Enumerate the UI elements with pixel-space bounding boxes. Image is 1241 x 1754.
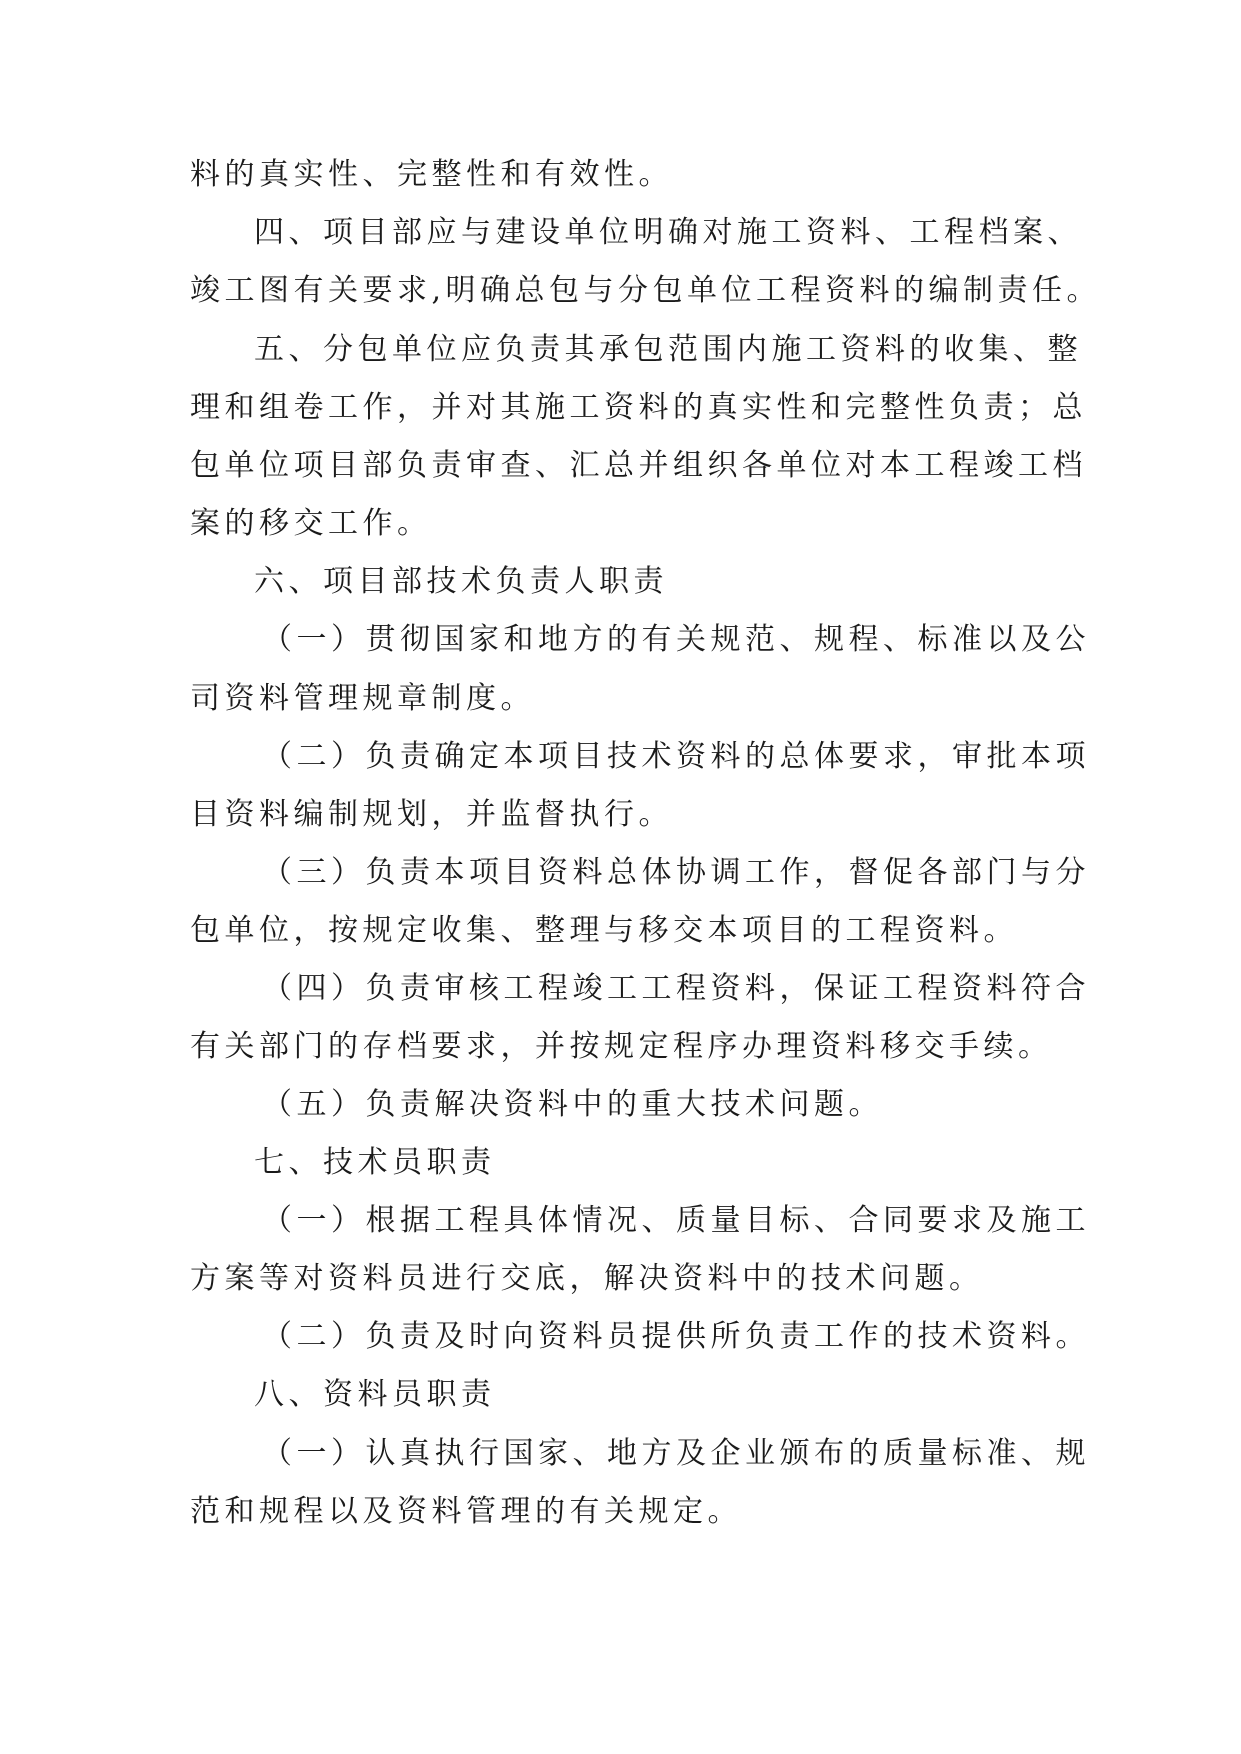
paragraph-line: （一）根据工程具体情况、质量目标、合同要求及施工 [262, 1203, 1090, 1238]
paragraph-line: （二）负责确定本项目技术资料的总体要求，审批本项 [262, 739, 1090, 774]
section-heading: 八、资料员职责 [254, 1377, 496, 1412]
paragraph-line: 四、项目部应与建设单位明确对施工资料、工程档案、 [254, 215, 1082, 250]
paragraph-line: （五）负责解决资料中的重大技术问题。 [262, 1087, 883, 1122]
section-heading: 七、技术员职责 [254, 1145, 496, 1180]
paragraph-line: （三）负责本项目资料总体协调工作，督促各部门与分 [262, 855, 1090, 890]
paragraph-line: （四）负责审核工程竣工工程资料，保证工程资料符合 [262, 971, 1090, 1006]
paragraph-line: 理和组卷工作，并对其施工资料的真实性和完整性负责；总 [190, 390, 1087, 425]
paragraph-line: 包单位项目部负责审查、汇总并组织各单位对本工程竣工档 [190, 448, 1087, 483]
paragraph-line: 包单位，按规定收集、整理与移交本项目的工程资料。 [190, 913, 1018, 948]
paragraph-line: （二）负责及时向资料员提供所负责工作的技术资料。 [262, 1319, 1090, 1354]
paragraph-line: 五、分包单位应负责其承包范围内施工资料的收集、整 [254, 332, 1082, 367]
paragraph-line: 案的移交工作。 [190, 506, 432, 541]
paragraph-line: 司资料管理规章制度。 [190, 681, 535, 716]
paragraph-line: 竣工图有关要求,明确总包与分包单位工程资料的编制责任。 [190, 273, 1102, 308]
section-heading: 六、项目部技术负责人职责 [254, 564, 668, 599]
paragraph-line: 范和规程以及资料管理的有关规定。 [190, 1494, 742, 1529]
paragraph-line: 有关部门的存档要求，并按规定程序办理资料移交手续。 [190, 1029, 1053, 1064]
paragraph-line: （一）认真执行国家、地方及企业颁布的质量标准、规 [262, 1436, 1090, 1471]
paragraph-line: 料的真实性、完整性和有效性。 [190, 157, 673, 192]
paragraph-line: （一）贯彻国家和地方的有关规范、规程、标准以及公 [262, 622, 1090, 657]
paragraph-line: 目资料编制规划，并监督执行。 [190, 797, 673, 832]
paragraph-line: 方案等对资料员进行交底，解决资料中的技术问题。 [190, 1261, 984, 1296]
